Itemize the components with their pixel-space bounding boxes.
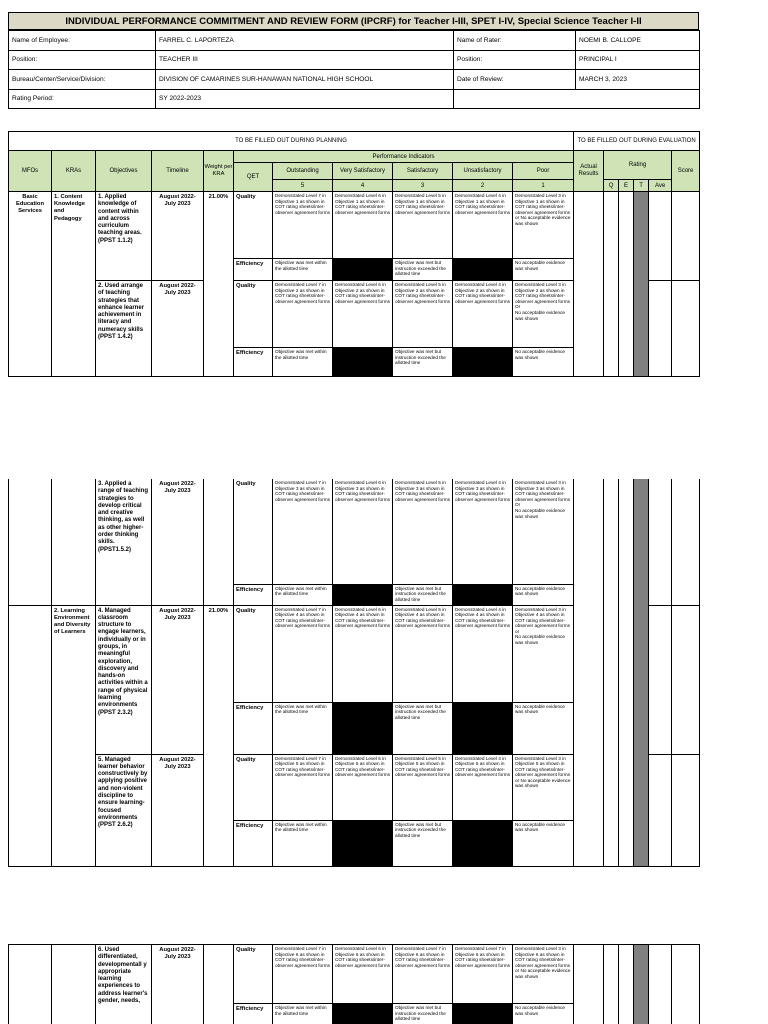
pi-q2-1: Demonstrated Level 3 in Objective 2 as shown in COT rating sheets/inter-observer agreement forms Or No acceptable evidence was shown [513,281,574,348]
objective-1: 1. Applied knowledge of content within and across curriculum teaching areas. (PPST 1.1.2) [96,192,152,281]
rater-name-value: NOEMI B. CALLOPE [576,31,700,51]
qet-efficiency-4: Efficiency [234,702,273,754]
pi-q3-4: Demonstrated Level 6 in Objective 3 as shown in COT rating sheets/inter-observer agreement forms [333,479,393,584]
pi-q6-2: Demonstrated Level 7 in Objective 6 as shown in COT rating sheets/inter-observer agreement forms [453,945,513,1004]
eff1-blank-4 [333,259,393,281]
eff5-blank-4 [333,820,393,866]
level-outstanding: Outstanding [273,163,333,180]
objectives-header: Objectives [96,151,152,192]
level-num-4: 4 [333,180,393,192]
level-unsatisfactory: Unsatisfactory [453,163,513,180]
rating-t-1 [634,192,649,377]
eff6-blank-2 [453,1004,513,1024]
level-num-2: 2 [453,180,513,192]
weight-kra2: 21.00% [204,605,234,866]
pi-q3-3: Demonstrated Level 5 in Objective 3 as shown in COT rating sheets/inter-observer agreement forms [393,479,453,584]
position-value: TEACHER III [156,50,454,70]
kra1-cell: 1. Content Knowledge and Pedagogy [52,192,96,377]
pi-q5-1: Demonstrated Level 3 in Objective 5 as shown in COT rating sheets/inter-observer agreement forms or No acceptable evidence was shown [513,754,574,820]
mfo-cell: Basic Education Services [9,192,52,377]
timeline-2: August 2022- July 2023 [152,281,204,377]
page3-clip [0,944,768,1024]
rating-ave-2 [649,281,672,377]
qet-quality-6: Quality [234,945,273,1004]
score-header: Score [672,151,700,192]
mfo-cont-4 [9,945,52,1024]
qet-efficiency-6: Efficiency [234,1004,273,1024]
planning-header: TO BE FILLED OUT DURING PLANNING [9,132,574,151]
actual-results-1 [574,192,604,377]
eff3-outstanding: Objective was met within the allotted time [273,584,333,605]
pi-q1-5: Demonstrated Level 7 in Objective 1 as shown in COT rating sheets/inter-observer agreement forms [273,192,333,259]
eff4-poor: No acceptable evidence was shown [513,702,574,754]
kra2-cell: 2. Learning Environment and Diversity of Learners [52,605,96,866]
rating-period-label: Rating Period: [9,89,156,109]
eff6-satisfactory: Objective was met but instruction exceeded the allotted time [393,1004,453,1024]
performance-indicators-header: Performance Indicators [234,151,574,163]
score-6 [672,945,700,1024]
timeline-1: August 2022- July 2023 [152,192,204,281]
pi-q6-5: Demonstrated Level 7 in Objective 6 as shown in COT rating sheets/inter-observer agreement forms [273,945,333,1004]
rating-q-header: Q [604,180,619,192]
level-num-5: 5 [273,180,333,192]
evaluation-header: TO BE FILLED OUT DURING EVALUATION [574,132,700,151]
eff2-satisfactory: Objective was met but instruction exceeded the allotted time [393,348,453,377]
pi-q4-2: Demonstrated Level 4 in Objective 4 as shown in COT rating sheets/inter-observer agreement forms [453,605,513,702]
rating-header: Rating [604,151,672,180]
pi-q6-3: Demonstrated Level 7 in Objective 6 as shown in COT rating sheets/inter-observer agreement forms [393,945,453,1004]
employee-info-table [8,30,700,109]
qet-header: QET [234,163,273,192]
kra2-cont [52,945,96,1024]
eff4-satisfactory: Objective was met but instruction exceeded the allotted time [393,702,453,754]
eff4-outstanding: Objective was met within the allotted time [273,702,333,754]
objective-4: 4. Managed classroom structure to engage learners, individually or in groups, in meaningful exploration, discovery and hands-on activities within a range of physical learning environments (PPST 2.3.2) [96,605,152,754]
pi-q2-5: Demonstrated Level 7 in Objective 2 as shown in COT rating sheets/inter-observer agreement forms [273,281,333,348]
eff3-blank-4 [333,584,393,605]
rating-q-3 [604,945,619,1024]
pi-q5-4: Demonstrated Level 6 in Objective 5 as shown in COT rating sheets/inter-observer agreement forms [333,754,393,820]
rating-period-value: SY 2022-2023 [156,89,454,109]
rating-ave-header: Ave [649,180,672,192]
actual-results-3 [574,945,604,1024]
pi-q4-4: Demonstrated Level 6 in Objective 4 as shown in COT rating sheets/inter-observer agreement forms [333,605,393,702]
employee-name-value: FARREL C. LAPORTEZA [156,31,454,51]
score-5 [672,754,700,866]
pi-q4-1: Demonstrated Level 3 in Objective 4 as shown in COT rating sheets/inter-observer agreement forms or No acceptable evidence was shown [513,605,574,702]
pi-q5-2: Demonstrated Level 4 in Objective 5 as shown in COT rating sheets/inter-observer agreement forms [453,754,513,820]
pi-q2-2: Demonstrated Level 4 in Objective 2 as shown in COT rating sheets/inter-observer agreement forms [453,281,513,348]
eff4-blank-4 [333,702,393,754]
mfo-cont-2 [9,479,52,605]
rating-ave-1 [649,192,672,281]
timeline-5: August 2022- July 2023 [152,754,204,866]
eff1-outstanding: Objective was met within the allotted time [273,259,333,281]
pi-q3-1: Demonstrated Level 3 in Objective 3 as shown in COT rating sheets/inter-observer agreement forms Or No acceptable evidence was shown [513,479,574,584]
review-date-label: Date of Review: [454,70,576,90]
level-satisfactory: Satisfactory [393,163,453,180]
qet-quality-2: Quality [234,281,273,348]
pi-q1-1: Demonstrated Level 3 in Objective 1 as shown in COT rating sheets/inter-observer agreement forms or No acceptable evidence was shown [513,192,574,259]
weight-kra1: 21.00% [204,192,234,377]
qet-efficiency-5: Efficiency [234,820,273,866]
qet-efficiency-1: Efficiency [234,259,273,281]
timeline-6: August 2022- July 2023 [152,945,204,1024]
kras-header: KRAs [52,151,96,192]
objective-2: 2. Used arrange of teaching strategies that enhance learner achievement in literacy and numeracy skills (PPST 1.4.2) [96,281,152,377]
rating-t-3 [634,945,649,1024]
rating-e-header: E [619,180,634,192]
pi-q4-5: Demonstrated Level 7 in Objective 4 as shown in COT rating sheets/inter-observer agreement forms [273,605,333,702]
eff2-blank-4 [333,348,393,377]
actual-results-header: Actual Results [574,151,604,192]
eff5-satisfactory: Objective was met but instruction exceeded the allotted time [393,820,453,866]
weight-cont-2 [204,945,234,1024]
position-label: Position: [9,50,156,70]
ipcrf-table-part3 [8,944,700,1024]
rating-e-3 [619,945,634,1024]
eff6-poor: No acceptable evidence was shown [513,1004,574,1024]
rater-position-value: PRINCIPAL I [576,50,700,70]
eff1-satisfactory: Objective was met but instruction exceeded the allotted time [393,259,453,281]
bureau-label: Bureau/Center/Service/Division: [9,70,156,90]
ipcrf-table-part1 [8,131,700,377]
pi-q5-5: Demonstrated Level 7 in Objective 5 as shown in COT rating sheets/inter-observer agreement forms [273,754,333,820]
pi-q6-4: Demonstrated Level 6 in Objective 6 as shown in COT rating sheets/inter-observer agreement forms [333,945,393,1004]
eff3-poor: No acceptable evidence was shown [513,584,574,605]
qet-efficiency-3: Efficiency [234,584,273,605]
objective-6: 6. Used differentiated, developmentall y appropriate learning experiences to address learner's gender, needs, [96,945,152,1024]
pi-q4-3: Demonstrated Level 5 in Objective 4 as shown in COT rating sheets/inter-observer agreement forms [393,605,453,702]
score-2 [672,281,700,377]
empty-cell [454,89,700,109]
timeline-header: Timeline [152,151,204,192]
weight-cont [204,479,234,605]
employee-name-label: Name of Employee: [9,31,156,51]
eff1-poor: No acceptable evidence was shown [513,259,574,281]
score-3 [672,479,700,605]
score-4 [672,605,700,754]
rating-e-1 [619,192,634,377]
eff2-blank-2 [453,348,513,377]
rating-t-header: T [634,180,649,192]
rating-ave-6 [649,945,672,1024]
pi-q3-2: Demonstrated Level 4 in Objective 3 as shown in COT rating sheets/inter-observer agreement forms [453,479,513,584]
eff6-outstanding: Objective was met within the allotted time [273,1004,333,1024]
eff3-blank-2 [453,584,513,605]
pi-q5-3: Demonstrated Level 5 in Objective 5 as shown in COT rating sheets/inter-observer agreement forms [393,754,453,820]
actual-results-2 [574,479,604,866]
rater-name-label: Name of Rater: [454,31,576,51]
rating-ave-5 [649,754,672,866]
pi-q1-4: Demonstrated Level 6 in Objective 1 as shown in COT rating sheets/inter-observer agreement forms [333,192,393,259]
qet-quality-1: Quality [234,192,273,259]
rating-q-1 [604,192,619,377]
weight-header: Weight per KRA [204,151,234,192]
eff5-blank-2 [453,820,513,866]
pi-q1-3: Demonstrated Level 5 in Objective 1 as shown in COT rating sheets/inter-observer agreement forms [393,192,453,259]
kra1-cont [52,479,96,605]
qet-efficiency-2: Efficiency [234,348,273,377]
rating-e-2 [619,479,634,866]
objective-5: 5. Managed learner behavior constructively by applying positive and non-violent discipline to ensure learning-focused environments (PPST 2.6.2) [96,754,152,866]
review-date-value: MARCH 3, 2023 [576,70,700,90]
pi-q3-5: Demonstrated Level 7 in Objective 3 as shown in COT rating sheets/inter-observer agreement forms [273,479,333,584]
qet-quality-4: Quality [234,605,273,702]
qet-quality-5: Quality [234,754,273,820]
rater-position-label: Position: [454,50,576,70]
pi-q2-4: Demonstrated Level 6 in Objective 2 as shown in COT rating sheets/inter-observer agreement forms [333,281,393,348]
eff3-satisfactory: Objective was met but instruction exceeded the allotted time [393,584,453,605]
timeline-4: August 2022- July 2023 [152,605,204,754]
level-num-1: 1 [513,180,574,192]
rating-q-2 [604,479,619,866]
objective-3: 3. Applied a range of teaching strategies to develop critical and creative thinking, as well as other higher-order thinking skills. (PPST1.5.2) [96,479,152,605]
bureau-value: DIVISION OF CAMARINES SUR-HANAWAN NATIONAL HIGH SCHOOL [156,70,454,90]
eff4-blank-2 [453,702,513,754]
eff2-poor: No acceptable evidence was shown [513,348,574,377]
rating-t-2 [634,479,649,866]
eff5-outstanding: Objective was met within the allotted time [273,820,333,866]
level-num-3: 3 [393,180,453,192]
mfo-cont-3 [9,605,52,866]
eff5-poor: No acceptable evidence was shown [513,820,574,866]
pi-q2-3: Demonstrated Level 5 in Objective 2 as shown in COT rating sheets/inter-observer agreement forms [393,281,453,348]
eff1-blank-2 [453,259,513,281]
level-very-satisfactory: Very Satisfactory [333,163,393,180]
rating-ave-3 [649,479,672,605]
eff2-outstanding: Objective was met within the allotted time [273,348,333,377]
pi-q1-2: Demonstrated Level 4 in Objective 1 as shown in COT rating sheets/inter-observer agreement forms [453,192,513,259]
form-title: INDIVIDUAL PERFORMANCE COMMITMENT AND REVIEW FORM (IPCRF) for Teacher I-III, SPET I-IV, Special Science Teacher I-II [8,12,699,30]
level-poor: Poor [513,163,574,180]
score-1 [672,192,700,281]
ipcrf-table-part2 [8,479,700,867]
qet-quality-3: Quality [234,479,273,584]
rating-ave-4 [649,605,672,754]
pi-q6-1: Demonstrated Level 3 in Objective 6 as shown in COT rating sheets/inter-observer agreement forms or No acceptable evidence was shown [513,945,574,1004]
eff6-blank-4 [333,1004,393,1024]
mfos-header: MFOs [9,151,52,192]
timeline-3: August 2022- July 2023 [152,479,204,605]
